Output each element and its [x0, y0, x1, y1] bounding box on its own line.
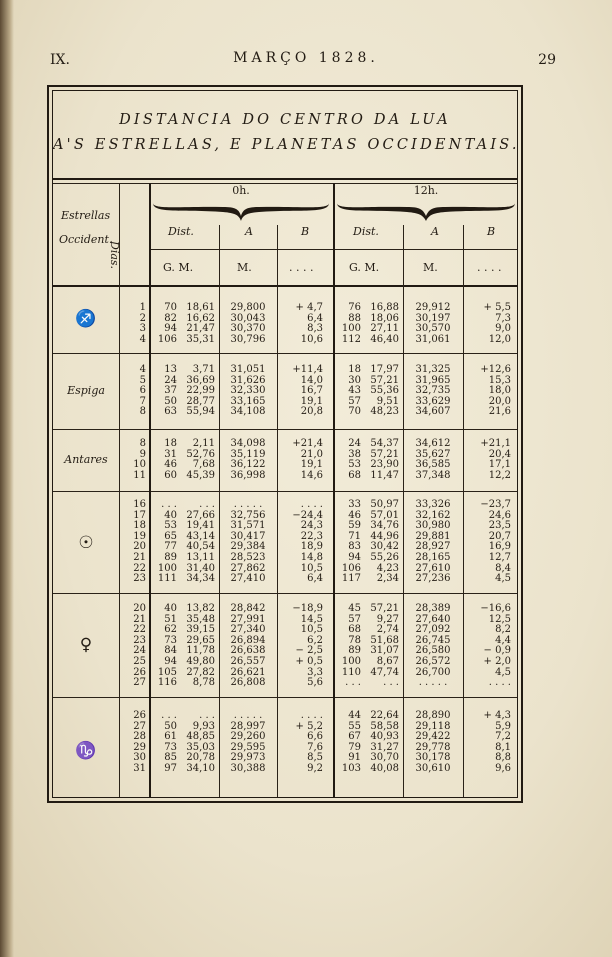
page-section-number: IX. — [50, 52, 70, 68]
dist-min-0h-group-6: . . . 9,93 48,85 35,03 20,78 34,10 — [186, 710, 215, 774]
days-group-4: 16 17 18 19 20 21 22 23 — [133, 499, 146, 585]
unit-m-0h: M. — [237, 261, 252, 274]
table-title-line-2: A'S ESTRELLAS, E PLANETAS OCCIDENTAIS. — [53, 137, 520, 153]
star-label-espiga: Espiga — [67, 384, 105, 397]
header-b-12h: B — [487, 225, 496, 238]
header-time-12h: 12h. — [413, 184, 439, 197]
col-line-mid — [333, 183, 335, 797]
book-spine-shadow — [0, 0, 14, 957]
dist-deg-0h-group-5: 40 51 62 73 84 94 105 116 — [157, 603, 177, 689]
dist-min-12h-group-5: 57,21 9,27 2,74 51,68 31,07 8,67 47,74 . . . — [370, 603, 399, 689]
unit-m-12h: M. — [423, 261, 438, 274]
b-12h-group-6: + 4,3 5,9 7,2 8,1 8,8 9,6 — [483, 710, 511, 774]
rule-group-2 — [53, 429, 517, 430]
star-label-sagittarius: ♐ — [75, 309, 97, 329]
brace-0h — [153, 203, 329, 221]
header-time-0h: 0h. — [232, 184, 250, 197]
dist-deg-12h-group-3: 24 38 53 68 — [348, 438, 361, 481]
days-group-1: 1 2 3 4 — [139, 302, 146, 345]
dist-deg-12h-group-2: 18 30 43 57 70 — [348, 364, 361, 418]
a-0h-group-6: . . . . . 28,997 29,260 29,595 29,973 30,388 — [230, 710, 266, 774]
days-group-3: 8 9 10 11 — [133, 438, 146, 481]
a-12h-group-4: 33,326 32,162 30,980 29,881 28,927 28,165 27,610 27,236 — [415, 499, 451, 585]
table-frame-inner — [52, 90, 518, 798]
header-dist-12h: Dist. — [353, 225, 379, 238]
a-0h-group-5: 28,842 27,991 27,340 26,894 26,638 26,557 26,621 26,808 — [230, 603, 266, 689]
dist-min-0h-group-5: 13,82 35,48 39,15 29,65 11,78 49,80 27,82 8,78 — [186, 603, 215, 689]
dist-deg-12h-group-5: 45 57 68 78 89 100 110 . . . — [341, 603, 361, 689]
b-0h-group-1: + 4,7 6,4 8,3 10,6 — [295, 302, 323, 345]
dist-deg-12h-group-6: 44 55 67 79 91 103 — [341, 710, 361, 774]
rule-group-4 — [53, 593, 517, 594]
dist-min-0h-group-3: 2,11 52,76 7,68 45,39 — [186, 438, 215, 481]
a-12h-group-6: 28,890 29,118 29,422 29,778 30,178 30,610 — [415, 710, 451, 774]
unit-gm-0h: G. M. — [163, 261, 194, 274]
star-label-capricorn: ♑ — [75, 741, 97, 761]
table-frame — [47, 85, 523, 803]
col-line-star — [119, 183, 120, 797]
table-title-line-1: DISTANCIA DO CENTRO DA LUA — [119, 112, 451, 128]
dist-deg-0h-group-6: . . . 50 61 73 85 97 — [161, 710, 177, 774]
b-12h-group-4: −23,7 24,6 23,5 20,7 16,9 12,7 8,4 4,5 — [480, 499, 511, 585]
a-0h-group-2: 31,051 31,626 32,330 33,165 34,108 — [230, 364, 266, 418]
dist-deg-0h-group-1: 70 82 94 106 — [157, 302, 177, 345]
header-b-0h: B — [301, 225, 310, 238]
unit-dots-12h: . . . . — [477, 261, 502, 274]
b-0h-group-4: . . . . −24,4 24,3 22,3 18,9 14,8 10,5 6,4 — [292, 499, 323, 585]
dist-min-0h-group-1: 18,61 16,62 21,47 35,31 — [186, 302, 215, 345]
dist-min-0h-group-2: 3,71 36,69 22,99 28,77 55,94 — [186, 364, 215, 418]
b-0h-group-6: . . . . + 5,2 6,6 7,6 8,5 9,2 — [295, 710, 323, 774]
dist-min-12h-group-4: 50,97 57,01 34,76 44,96 30,42 55,26 4,23 2,34 — [370, 499, 399, 585]
b-12h-group-2: +12,6 15,3 18,0 20,0 21,6 — [480, 364, 511, 418]
col-line-days — [149, 183, 151, 797]
dist-deg-0h-group-3: 18 31 46 60 — [164, 438, 177, 481]
page-number: 29 — [538, 52, 556, 68]
dist-min-12h-group-1: 16,88 18,06 27,11 46,40 — [370, 302, 399, 345]
header-days: Dias. — [108, 241, 121, 270]
header-star-line-1: Estrellas — [61, 209, 111, 222]
b-12h-group-1: + 5,5 7,3 9,0 12,0 — [483, 302, 511, 345]
dist-deg-0h-group-4: . . . 40 53 65 77 89 100 111 — [157, 499, 177, 585]
header-dist-0h: Dist. — [168, 225, 194, 238]
b-12h-group-3: +21,1 20,4 17,1 12,2 — [480, 438, 511, 481]
a-12h-group-3: 34,612 35,627 36,585 37,348 — [415, 438, 451, 481]
brace-12h — [337, 203, 515, 221]
dist-deg-12h-group-1: 76 88 100 112 — [341, 302, 361, 345]
b-0h-group-3: +21,4 21,0 19,1 14,6 — [292, 438, 323, 481]
rule-under-title-gap — [53, 183, 517, 184]
unit-dots-0h: . . . . — [289, 261, 314, 274]
dist-min-0h-group-4: . . . 27,66 19,41 43,14 40,54 13,11 31,40 34,34 — [186, 499, 215, 585]
days-group-2: 4 5 6 7 8 — [139, 364, 146, 418]
a-12h-group-2: 31,325 31,965 32,735 33,629 34,607 — [415, 364, 451, 418]
a-0h-group-1: 29,800 30,043 30,370 30,796 — [230, 302, 266, 345]
dist-min-12h-group-2: 17,97 57,21 55,36 9,51 48,23 — [370, 364, 399, 418]
header-a-12h: A — [431, 225, 439, 238]
rule-group-3 — [53, 491, 517, 492]
header-a-0h: A — [245, 225, 253, 238]
b-0h-group-5: −18,9 14,5 10,5 6,2 − 2,5 + 0,5 3,3 5,6 — [292, 603, 323, 689]
dist-deg-0h-group-2: 13 24 37 50 63 — [164, 364, 177, 418]
star-label-venus: ♀ — [79, 635, 93, 655]
days-group-5: 20 21 22 23 24 25 26 27 — [133, 603, 146, 689]
star-label-sun: ☉ — [78, 533, 94, 553]
b-0h-group-2: +11,4 14,0 16,7 19,1 20,8 — [292, 364, 323, 418]
days-group-6: 26 27 28 29 30 31 — [133, 710, 146, 774]
a-12h-group-1: 29,912 30,197 30,570 31,061 — [415, 302, 451, 345]
dist-min-12h-group-3: 54,37 57,21 23,90 11,47 — [370, 438, 399, 481]
rule-group-5 — [53, 697, 517, 698]
unit-gm-12h: G. M. — [349, 261, 380, 274]
a-12h-group-5: 28,389 27,640 27,092 26,745 26,580 26,572 26,700 . . . . . — [415, 603, 451, 689]
b-12h-group-5: −16,6 12,5 8,2 4,4 − 0,9 + 2,0 4,5 . . . . — [480, 603, 511, 689]
rule-group-1 — [53, 353, 517, 354]
header-star-line-2: Occident. — [59, 233, 113, 246]
a-0h-group-4: . . . . . 32,756 31,571 30,417 29,384 28,523 27,862 27,410 — [230, 499, 266, 585]
rule-header-bottom — [53, 285, 517, 287]
a-0h-group-3: 34,098 35,119 36,122 36,998 — [230, 438, 266, 481]
page-running-title: MARÇO 1828. — [233, 50, 379, 66]
star-label-antares: Antares — [64, 453, 108, 466]
dist-min-12h-group-6: 22,64 58,58 40,93 31,27 30,70 40,08 — [370, 710, 399, 774]
dist-deg-12h-group-4: 33 46 59 71 83 94 106 117 — [341, 499, 361, 585]
